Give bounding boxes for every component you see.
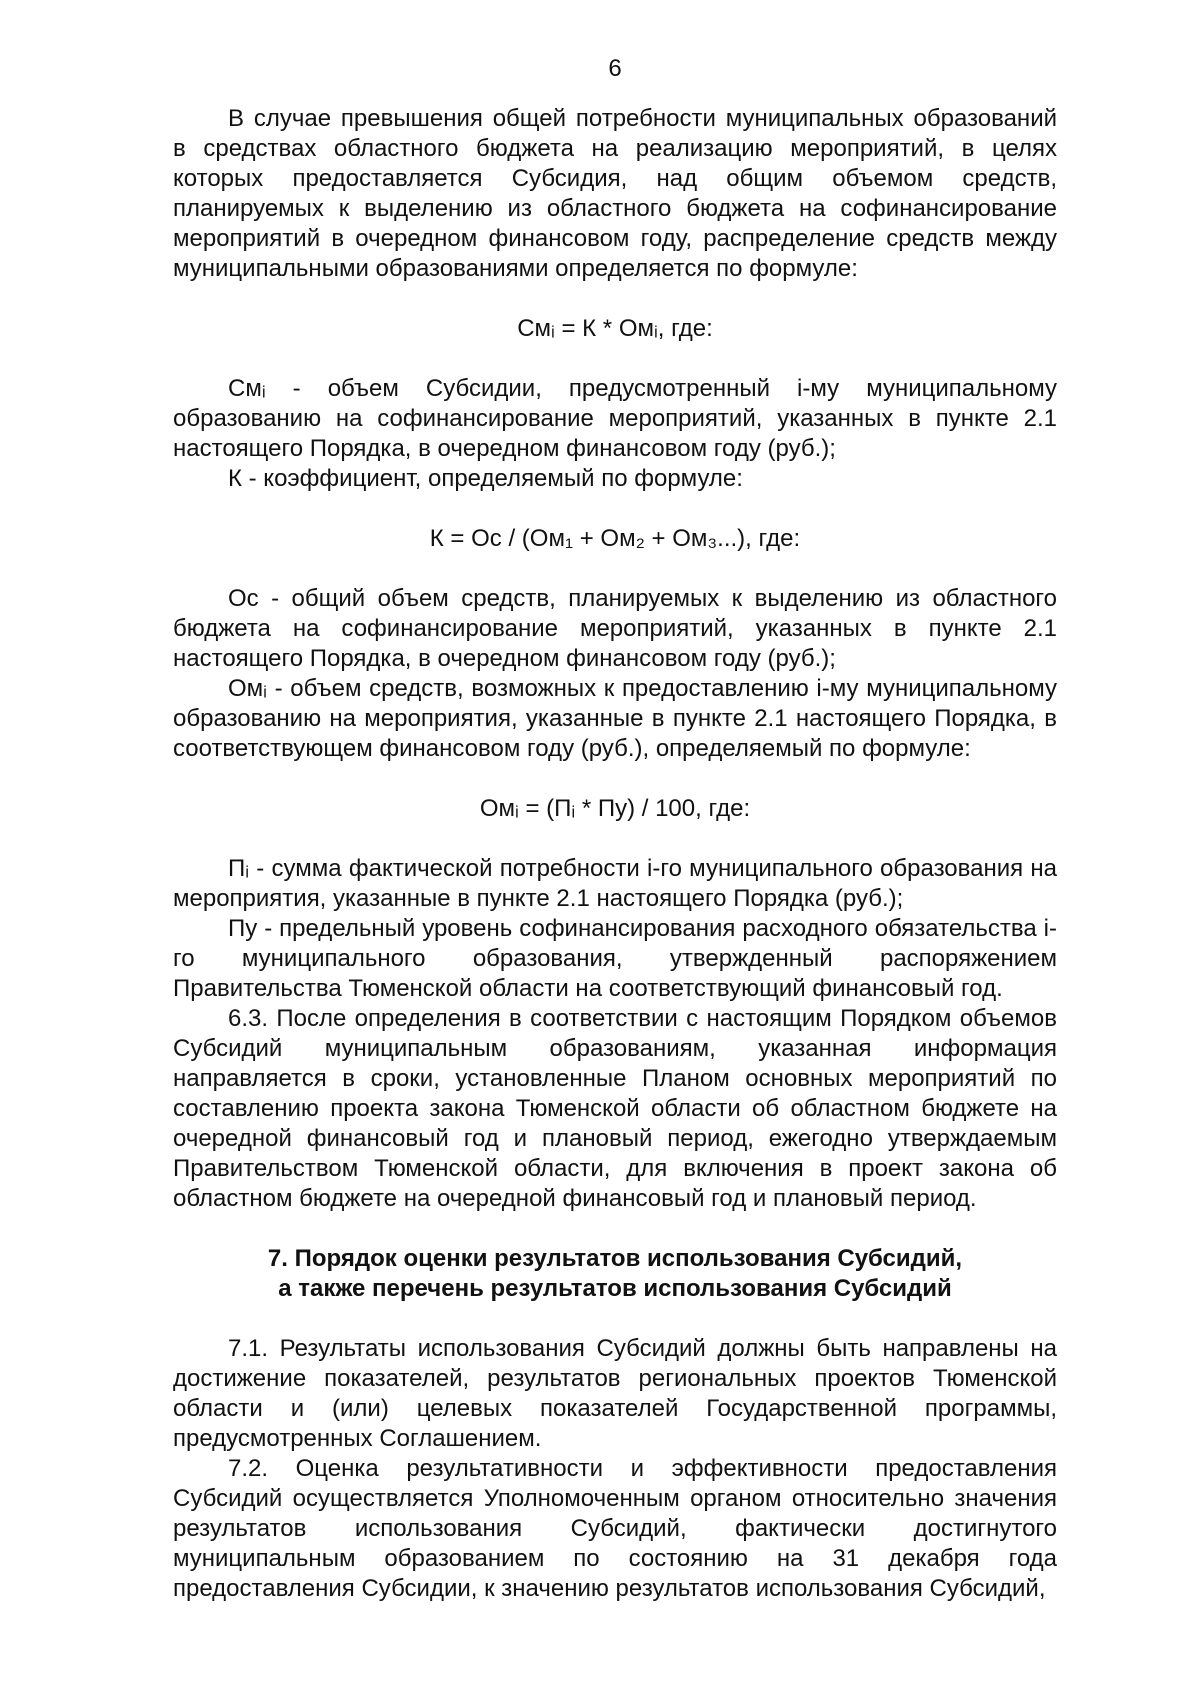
definition-oc: Ос - общий объем средств, планируемых к выделению из областного бюджета на софинансирование мероприятий, указанных в пункте 2.1 настоящего Порядка, в очередном финансовом году (руб.); <box>173 585 1057 672</box>
paragraph-7-2: 7.2. Оценка результативности и эффективности предоставления Субсидий осуществляется Уполномоченным органом относительно значения результатов использования Субсидий, фактически достигнутого муниципальным образованием по состоянию на 31 декабря года предоставления Субсидии, к значению результатов использования Субсидий, <box>173 1455 1057 1602</box>
paragraph-6-3: 6.3. После определения в соответствии с настоящим Порядком объемов Субсидий муниципальным образованиям, указанная информация направляется в сроки, установленные Планом основных мероприятий по составлению проекта закона Тюменской области об областном бюджете на очередной финансовый год и плановый период, ежегодно утверждаемым Правительством Тюменской области, для включения в проект закона об областном бюджете на очередной финансовый год и плановый период. <box>173 1005 1057 1212</box>
definition-p: Пᵢ - сумма фактической потребности i-го муниципального образования на мероприятия, указанные в пункте 2.1 настоящего Порядка (руб.); <box>173 855 1057 912</box>
definition-k: К - коэффициент, определяемый по формуле: <box>228 465 743 492</box>
definition-py: Пу - предельный уровень софинансирования расходного обязательства i-го муниципального образования, утвержденный распоряжением Правительства Тюменской области на соответствующий финансовый год. <box>173 915 1057 1002</box>
formula-om: Омᵢ = (Пᵢ * Пу) / 100, где: <box>479 795 751 822</box>
formula-subsidy-volume: Смᵢ = К * Омᵢ, где: <box>517 315 713 342</box>
page-number: 6 <box>608 55 622 82</box>
definition-om: Омᵢ - объем средств, возможных к предоставлению i-му муниципальному образованию на мероприятия, указанные в пункте 2.1 настоящего Порядка, в соответствующем финансовом году (руб.), определяемый по формуле: <box>173 675 1057 762</box>
paragraph-excess-demand: В случае превышения общей потребности муниципальных образований в средствах областного бюджета на реализацию мероприятий, в целях которых предоставляется Субсидия, над общим объемом средств, планируемых к выделению из областного бюджета на софинансирование мероприятий в очередном финансовом году, распределение средств между муниципальными образованиями определяется по формуле: <box>173 105 1057 282</box>
formula-coefficient: К = Ос / (Ом₁ + Ом₂ + Ом₃...), где: <box>429 525 801 552</box>
section-7-heading <box>173 1244 1057 1304</box>
section-7-title-line-2: а также перечень результатов использования Субсидий <box>278 1275 952 1302</box>
definition-cm: Смᵢ - объем Субсидии, предусмотренный i-му муниципальному образованию на софинансирование мероприятий, указанных в пункте 2.1 настоящего Порядка, в очередном финансовом году (руб.); <box>173 375 1057 462</box>
paragraph-7-1: 7.1. Результаты использования Субсидий должны быть направлены на достижение показателей, результатов региональных проектов Тюменской области и (или) целевых показателей Государственной программы, предусмотренных Соглашением. <box>173 1335 1057 1452</box>
section-7-title-line-1: 7. Порядок оценки результатов использования Субсидий, <box>267 1245 963 1272</box>
